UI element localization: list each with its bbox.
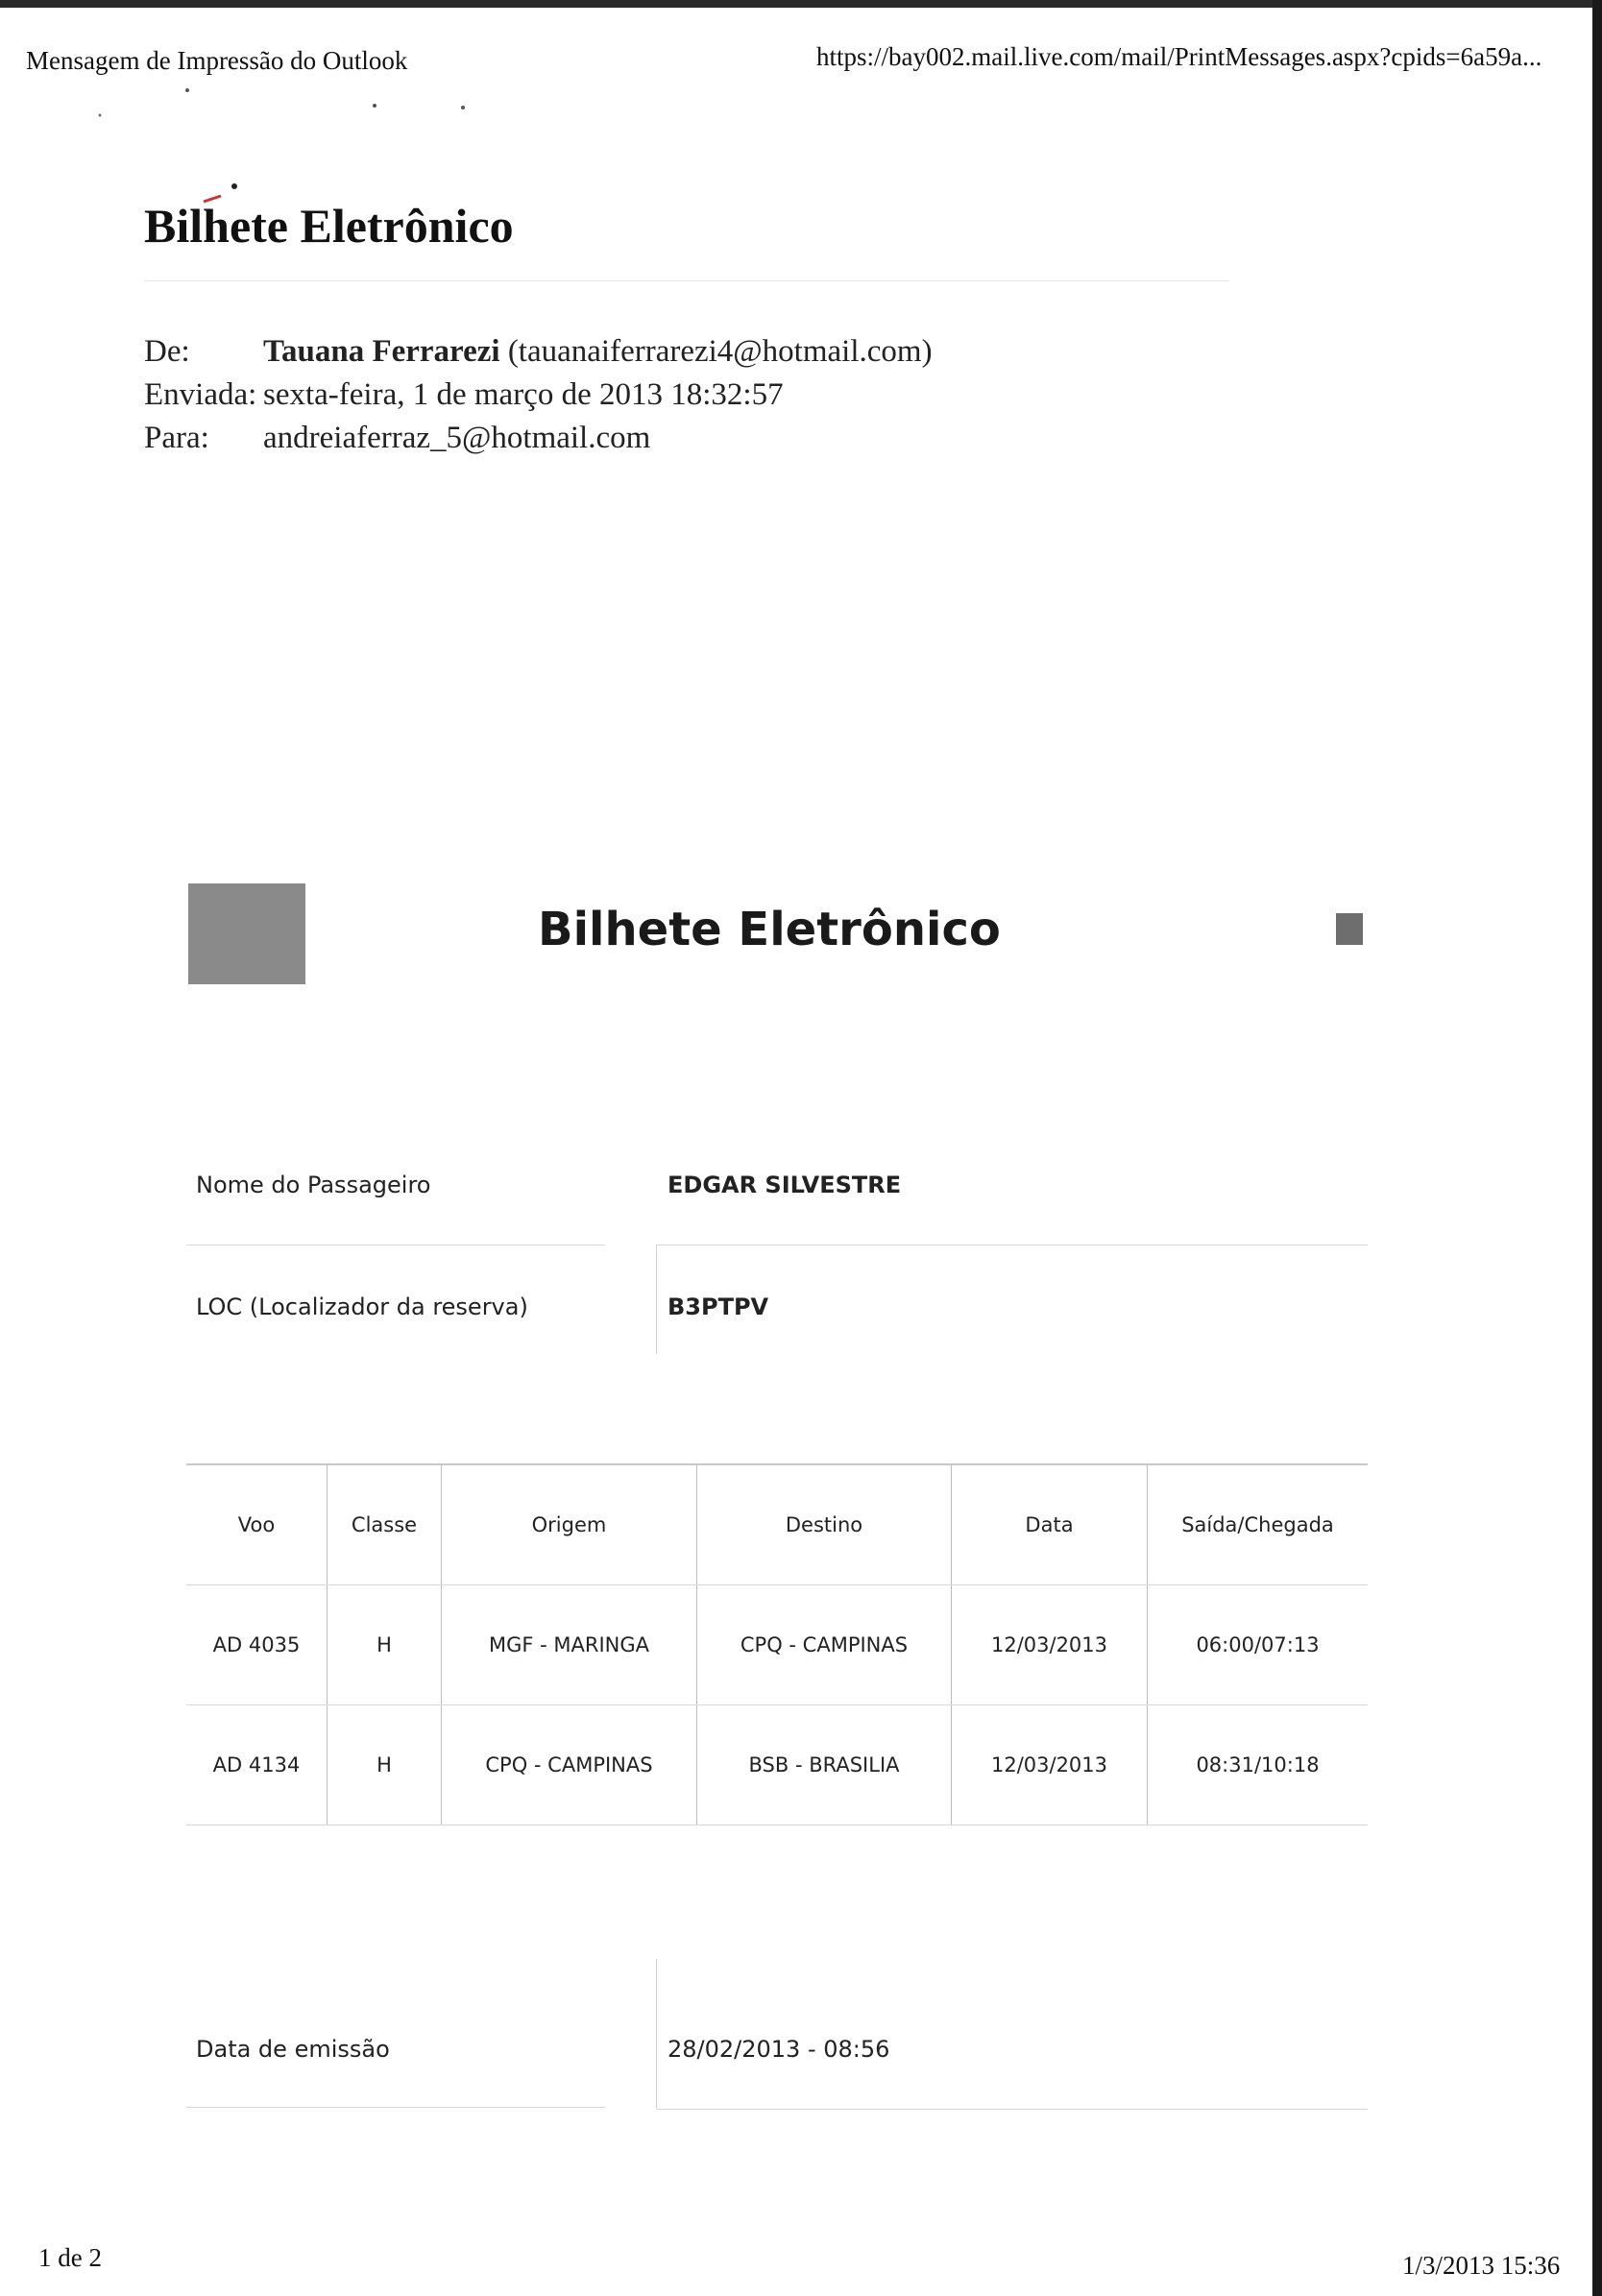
flight-number: AD 4134: [186, 1705, 328, 1825]
col-origem: Origem: [442, 1464, 697, 1585]
subject-divider: [144, 280, 1229, 281]
print-header-url[interactable]: https://bay002.mail.live.com/mail/PrintMessages.aspx?cpids=6a59a...: [816, 42, 1542, 71]
flight-destination: CPQ - CAMPINAS: [697, 1585, 952, 1705]
table-row: [186, 1705, 1368, 1825]
divider: [656, 1959, 657, 2109]
table-row: [186, 1585, 1368, 1705]
divider: [656, 1245, 657, 1354]
flight-class: H: [328, 1585, 442, 1705]
loc-label: LOC (Localizador da reserva): [196, 1293, 528, 1320]
flight-number: AD 4035: [186, 1585, 328, 1705]
page-number: 1 de 2: [38, 2243, 102, 2272]
divider: [657, 2109, 1368, 2110]
from-label: De:: [144, 334, 190, 369]
sent-value: sexta-feira, 1 de março de 2013 18:32:57: [263, 377, 784, 412]
flight-date: 12/03/2013: [952, 1585, 1148, 1705]
from-email[interactable]: (tauanaiferrarezi4@hotmail.com): [507, 334, 933, 369]
issue-value: 28/02/2013 - 08:56: [668, 2036, 890, 2063]
flight-times: 06:00/07:13: [1148, 1585, 1369, 1705]
issue-label: Data de emissão: [196, 2036, 390, 2063]
email-subject: Bilhete Eletrônico: [144, 199, 514, 253]
col-voo: Voo: [186, 1464, 328, 1585]
scan-edge-right: [1592, 0, 1602, 2296]
airline-logo-icon: [188, 883, 305, 984]
flight-origin: CPQ - CAMPINAS: [442, 1705, 697, 1825]
passenger-value: EDGAR SILVESTRE: [668, 1172, 902, 1198]
email-meta: [144, 330, 933, 460]
sent-label: Enviada:: [144, 377, 257, 412]
flight-date: 12/03/2013: [952, 1705, 1148, 1825]
flight-times: 08:31/10:18: [1148, 1705, 1369, 1825]
to-value[interactable]: andreiaferraz_5@hotmail.com: [263, 421, 651, 455]
col-destino: Destino: [697, 1464, 952, 1585]
col-saida-chegada: Saída/Chegada: [1148, 1464, 1369, 1585]
from-value: [263, 330, 933, 374]
small-logo-icon: [1336, 913, 1363, 945]
flights-header-row: [186, 1464, 1368, 1585]
from-row: [144, 330, 933, 374]
print-header-title: Mensagem de Impressão do Outlook: [26, 46, 408, 75]
from-name: Tauana Ferrarezi: [263, 334, 500, 369]
to-row: [144, 417, 933, 460]
flight-origin: MGF - MARINGA: [442, 1585, 697, 1705]
divider: [186, 2107, 605, 2108]
loc-value: B3PTPV: [668, 1293, 769, 1320]
flight-destination: BSB - BRASILIA: [697, 1705, 952, 1825]
sent-row: [144, 374, 933, 417]
col-classe: Classe: [328, 1464, 442, 1585]
print-datetime: 1/3/2013 15:36: [1402, 2251, 1561, 2280]
flight-class: H: [328, 1705, 442, 1825]
flights-table: [186, 1463, 1368, 1825]
to-label: Para:: [144, 421, 209, 455]
col-data: Data: [952, 1464, 1148, 1585]
passenger-label: Nome do Passageiro: [196, 1172, 431, 1198]
ticket-title: Bilhete Eletrônico: [538, 903, 1001, 956]
